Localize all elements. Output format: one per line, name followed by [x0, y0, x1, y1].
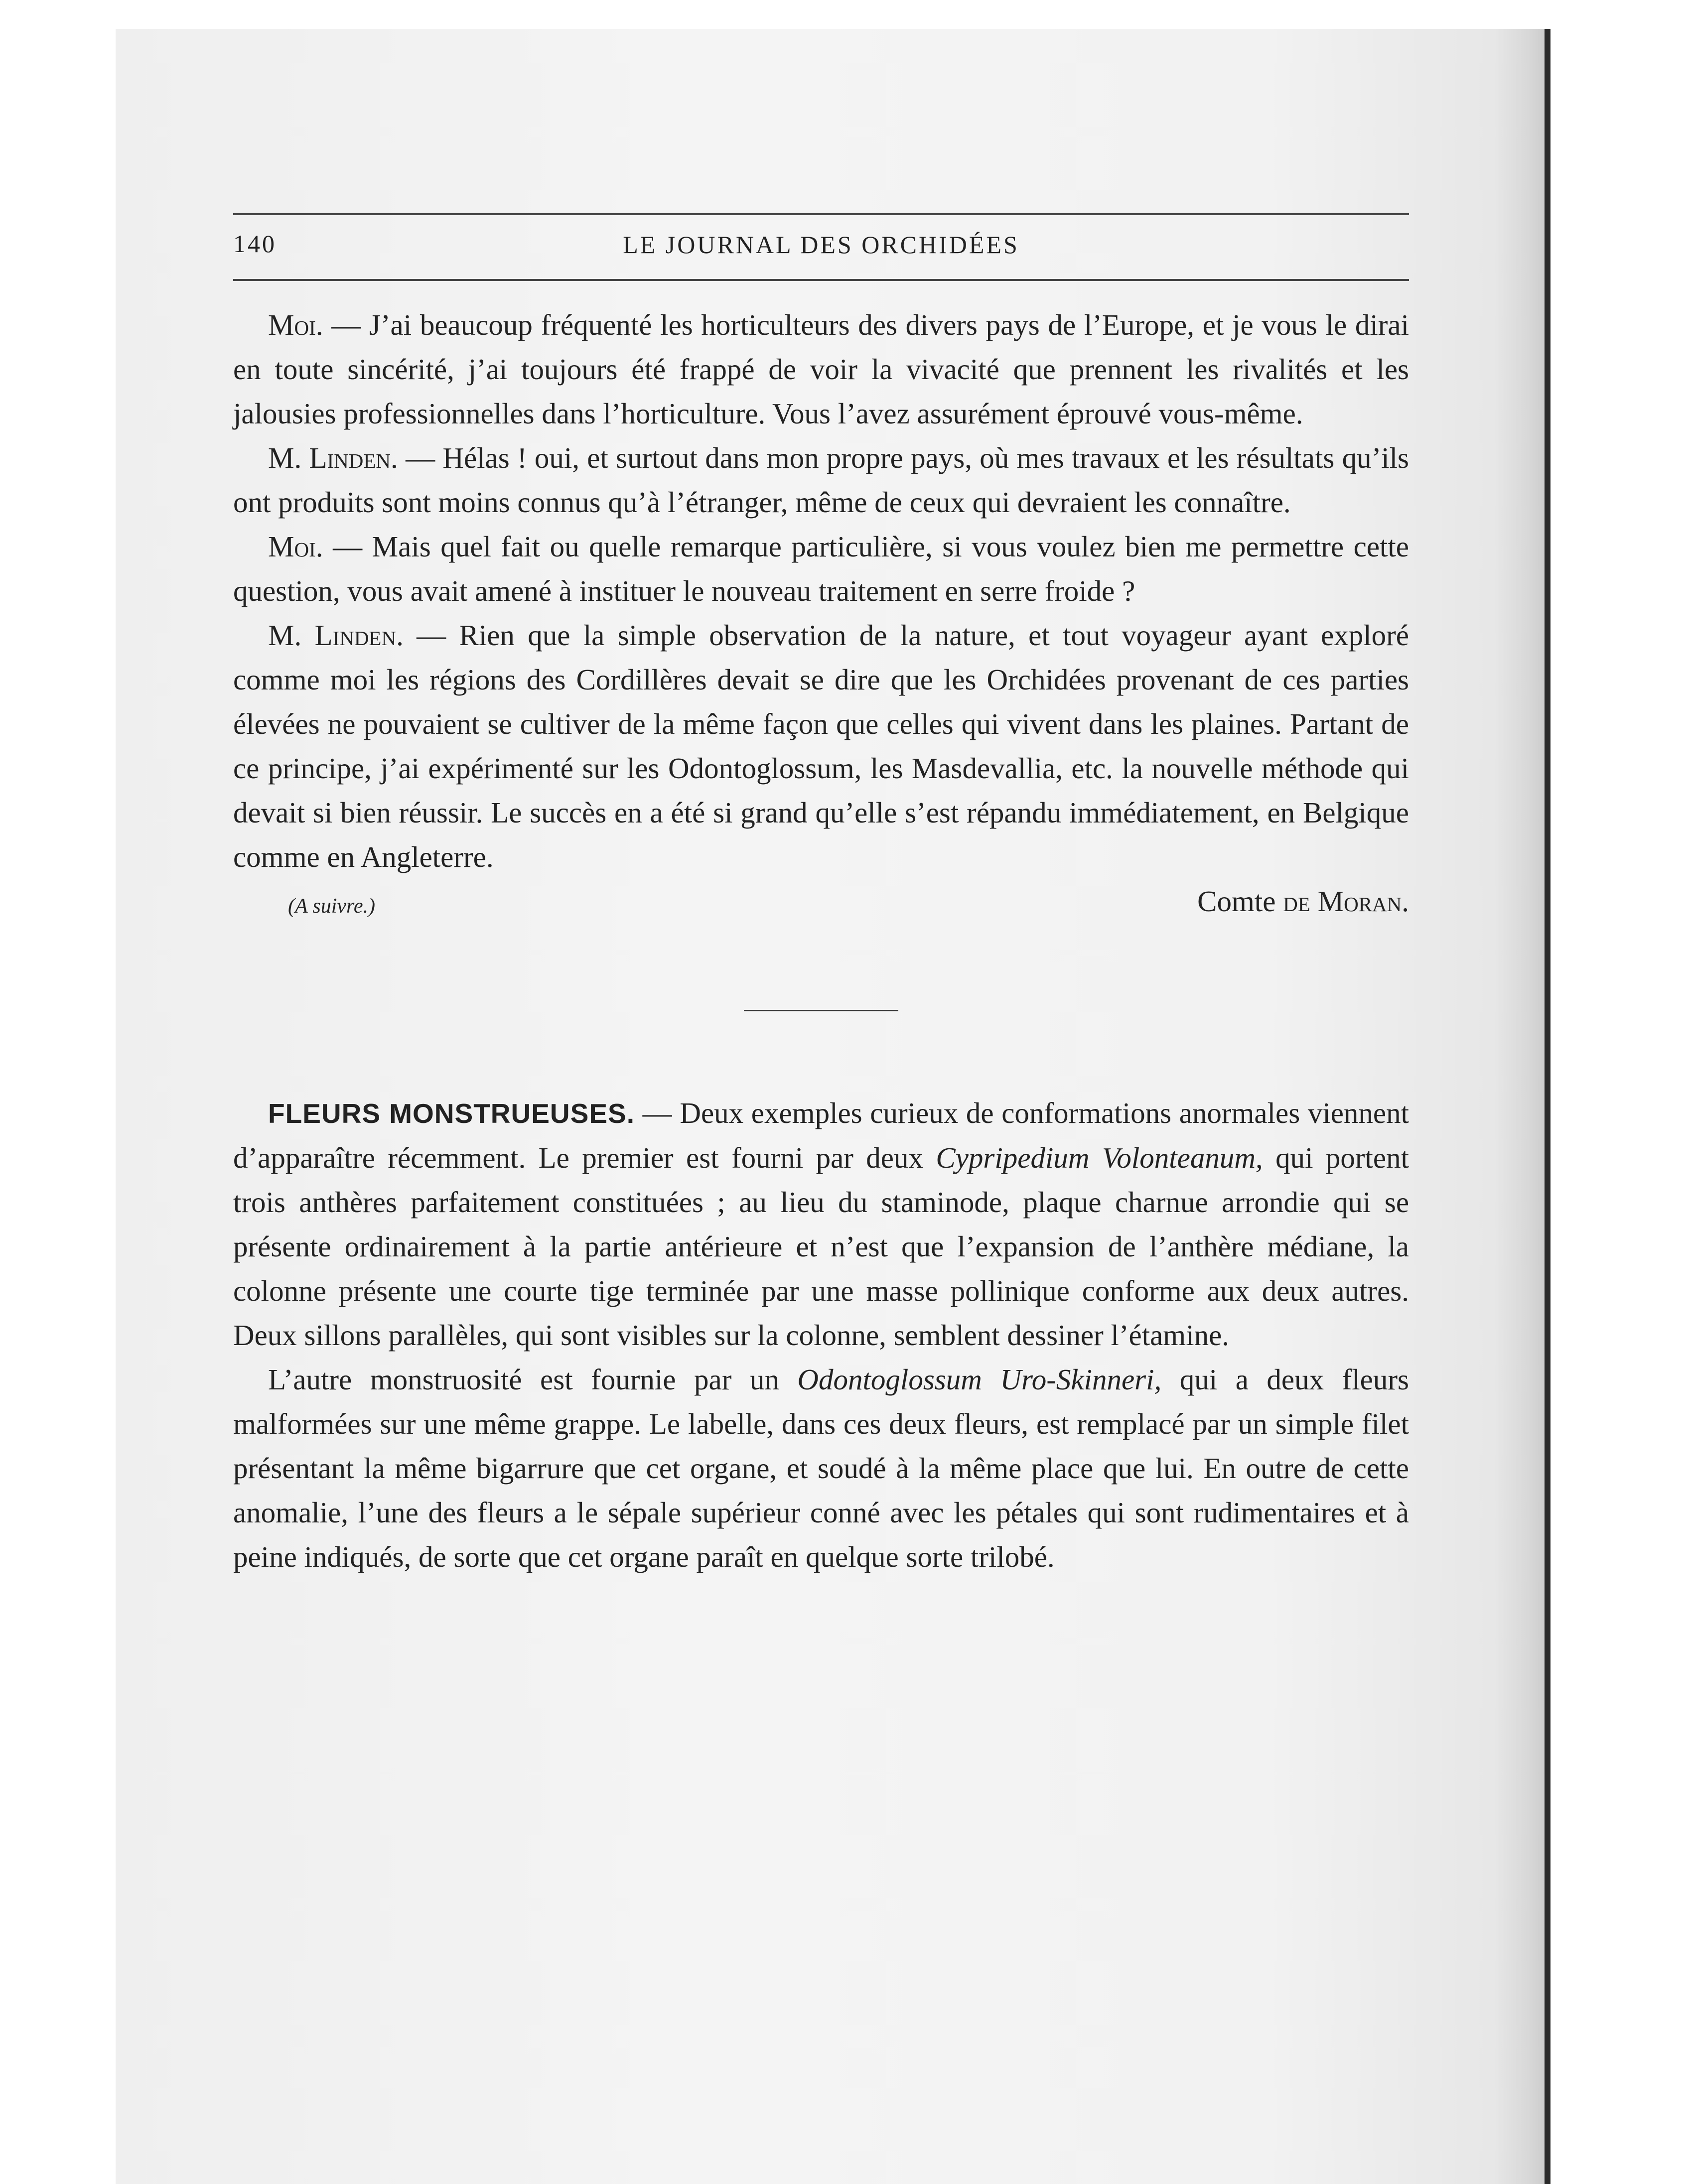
page-gutter-shadow [1495, 29, 1550, 2184]
header-rule-top [233, 213, 1409, 215]
dialogue-paragraph [233, 303, 1409, 436]
article-text: — Deux exemples curieux de conformations anormales viennent d’apparaître récemment. Le premier est fourni par deux [233, 1096, 1409, 1174]
to-be-continued-note: (A suivre.) [288, 895, 375, 918]
dialogue-paragraph [233, 525, 1409, 613]
article-paragraph [233, 1091, 1409, 1358]
body-text [233, 303, 1409, 1579]
dialogue-text: — Hélas ! oui, et surtout dans mon propre pays, où mes travaux et les résultats qu’ils ont produits sont moins connus qu’à l’étranger, même de ceux qui devraient les connaître. [233, 441, 1409, 519]
dialogue-paragraph [233, 436, 1409, 525]
dialogue-paragraph [233, 613, 1409, 879]
article-text: qui a deux fleurs malformées sur une même grappe. Le labelle, dans ces deux fleurs, est remplacé par un simple filet présentant la même bigarrure que cet organe, et soudé à la même place que lui. En outre de cette anomalie, l’une des fleurs a le sépale supérieur conné avec les pétales qui sont rudimentaires et à peine indiqués, de sorte que cet organe paraît en quelque sorte trilobé. [233, 1363, 1409, 1573]
article-text: L’autre monstruosité est fournie par un [268, 1363, 798, 1396]
author-signature [1197, 879, 1409, 924]
page-edge [1545, 29, 1550, 2184]
journal-title: LE JOURNAL DES ORCHIDÉES [623, 231, 1019, 259]
article-paragraph [233, 1358, 1409, 1579]
species-name: Cypripedium Volonteanum, [936, 1141, 1263, 1174]
speaker-name: M. Linden. [268, 619, 404, 652]
dialogue-text: — Mais quel fait ou quelle remarque particulière, si vous voulez bien me permettre cette question, vous avait amené à instituer le nouveau traitement en serre froide ? [233, 530, 1409, 607]
signature-name: de Moran. [1283, 885, 1409, 918]
speaker-name: Moi. [268, 530, 323, 563]
section-spacer [233, 1011, 1409, 1091]
dialogue-text: — Rien que la simple observation de la nature, et tout voyageur ayant exploré comme moi les régions des Cordillères devait se dire que les Orchidées provenant de ces parties élevées ne pouvaient se cultiver de la même façon que celles qui vivent dans les plaines. Partant de ce principe, j’ai expérimenté sur les Odontoglossum, les Masdevallia, etc. la nouvelle méthode qui devait si bien réussir. Le succès en a été si grand qu’elle s’est répandu immédiatement, en Belgique comme en Angleterre. [233, 619, 1409, 873]
signature-line [233, 879, 1409, 925]
header-rule-bottom [233, 279, 1409, 281]
species-name: Odontoglossum Uro-Skinneri, [797, 1363, 1162, 1396]
speaker-name: M. Linden. [268, 441, 398, 474]
running-head [233, 224, 1409, 269]
section-heading: FLEURS MONSTRUEUSES. [268, 1098, 635, 1129]
signature-prefix: Comte [1197, 885, 1283, 918]
dialogue-text: — J’ai beaucoup fréquenté les horticulteurs des divers pays de l’Europe, et je vous le dirai en toute sincérité, j’ai toujours été frappé de voir la vivacité que prennent les rivalités et les jalousies professionnelles dans l’horticulture. Vous l’avez assurément éprouvé vous-même. [233, 308, 1409, 430]
page-number: 140 [233, 230, 277, 258]
speaker-name: Moi. [268, 308, 323, 341]
article-text: qui portent trois anthères parfaitement constituées ; au lieu du staminode, plaque charnue arrondie qui se présente ordinairement à la partie antérieure et n’est que l’expansion de l’anthère médiane, la colonne présente une courte tige terminée par une masse pollinique conforme aux deux autres. Deux sillons parallèles, qui sont visibles sur la colonne, semblent dessiner l’étamine. [233, 1141, 1409, 1352]
